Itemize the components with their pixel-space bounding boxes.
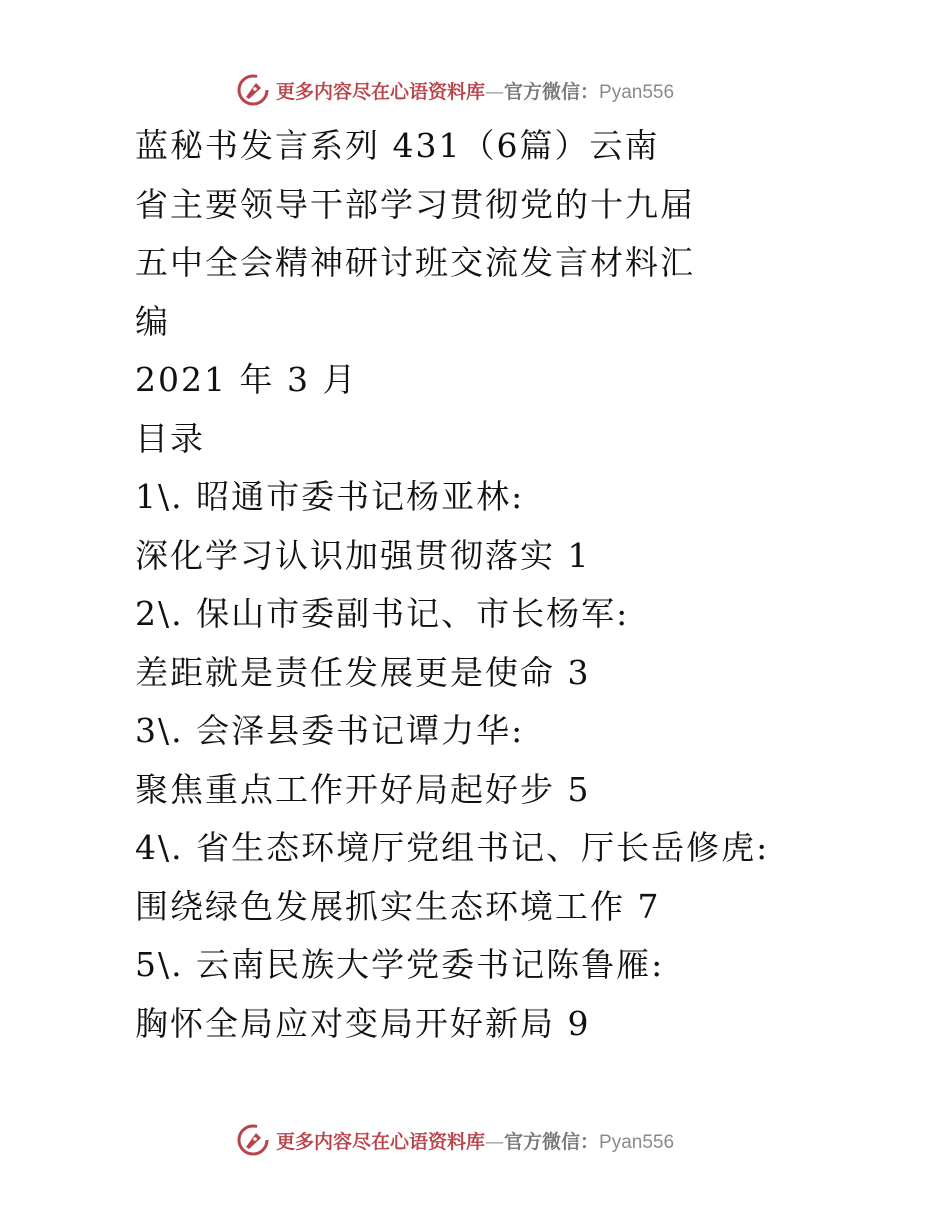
- document-body: [135, 117, 835, 1053]
- watermark-account: Pyan556: [599, 81, 675, 103]
- pen-nib-logo-icon: [236, 73, 270, 107]
- watermark-account: Pyan556: [599, 1131, 675, 1153]
- toc-item-4-title: 围绕绿色发展抓实生态环境工作 7: [135, 886, 661, 926]
- watermark-banner-top: [236, 72, 674, 108]
- watermark-separator: —: [485, 80, 505, 103]
- toc-item-1-title: 深化学习认识加强贯彻落实 1: [135, 535, 591, 575]
- watermark-separator: —: [485, 1130, 505, 1153]
- title-line-3: 五中全会精神研讨班交流发言材料汇: [135, 243, 695, 282]
- watermark-brand: 更多内容尽在心语资料库: [276, 80, 486, 103]
- watermark-label: 官方微信：: [504, 1130, 600, 1153]
- watermark-label: 官方微信：: [504, 80, 600, 103]
- date-line: 2021 年 3 月: [135, 360, 358, 399]
- toc-item-2-author: 2\. 保山市委副书记、市长杨军:: [135, 594, 630, 633]
- toc-item-2-title: 差距就是责任发展更是使命 3: [135, 652, 591, 692]
- title-line-2: 省主要领导干部学习贯彻党的十九届: [135, 184, 695, 224]
- watermark-brand: 更多内容尽在心语资料库: [276, 1130, 486, 1153]
- title-line-1: 蓝秘书发言系列 431（6篇）云南: [135, 126, 660, 165]
- toc-heading: 目录: [135, 418, 205, 458]
- toc-item-4-author: 4\. 省生态环境厅党组书记、厅长岳修虎:: [135, 828, 770, 867]
- toc-item-3-author: 3\. 会泽县委书记谭力华:: [135, 711, 525, 750]
- watermark-banner-bottom: [236, 1122, 674, 1158]
- pen-nib-logo-icon: [236, 1123, 270, 1157]
- title-line-4: 编: [135, 301, 170, 341]
- toc-item-3-title: 聚焦重点工作开好局起好步 5: [135, 769, 591, 809]
- toc-item-5-title: 胸怀全局应对变局开好新局 9: [135, 1003, 591, 1043]
- toc-item-1-author: 1\. 昭通市委书记杨亚林:: [135, 477, 525, 516]
- toc-item-5-author: 5\. 云南民族大学党委书记陈鲁雁:: [135, 945, 665, 984]
